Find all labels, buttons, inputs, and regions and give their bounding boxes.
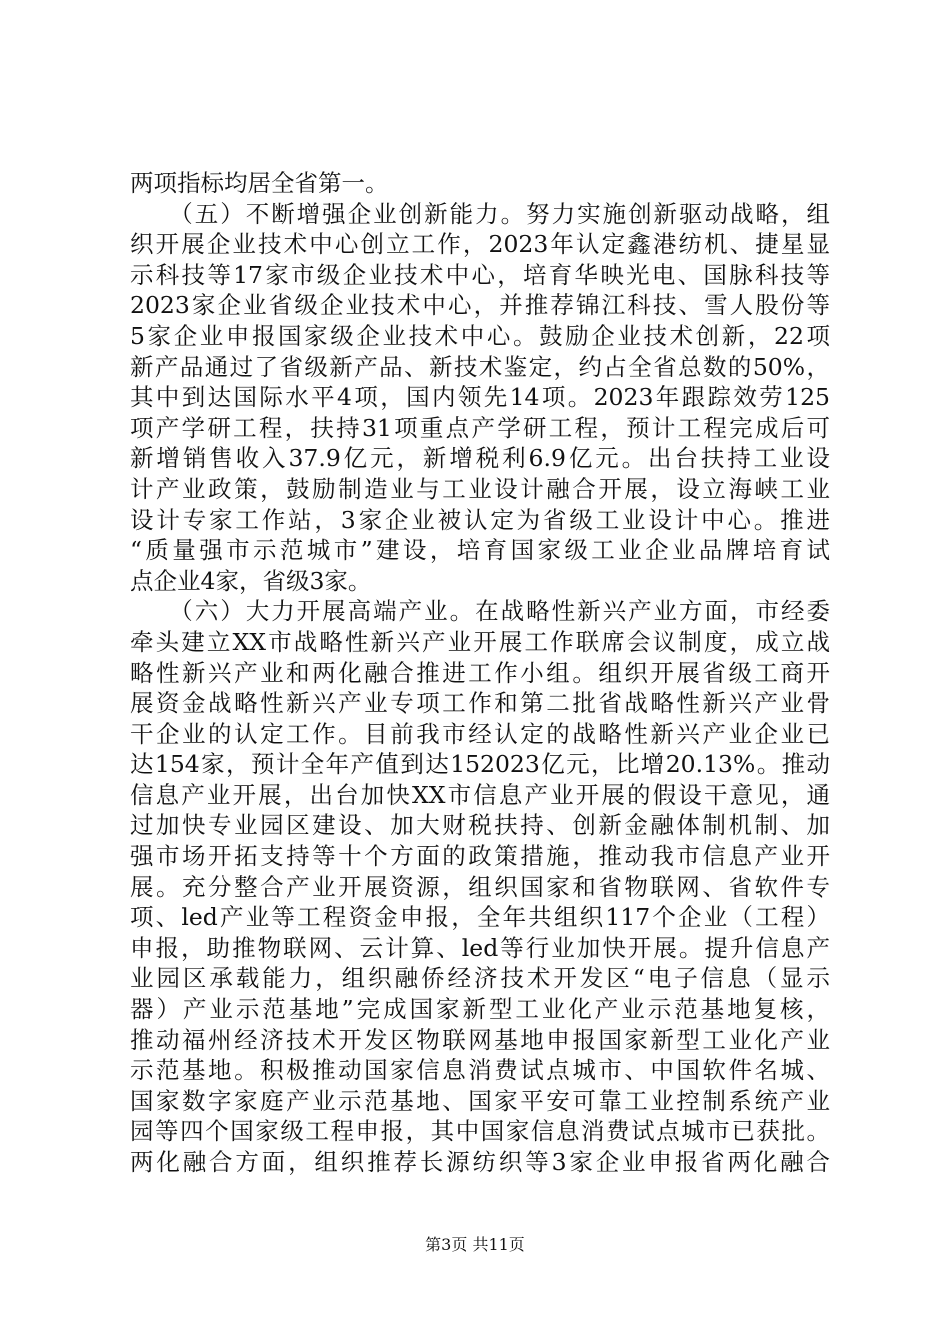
text-line: 牵头建立XX市战略性新兴产业开展工作联席会议制度，成立战 [130,627,830,656]
text-line: 强市场开拓支持等十个方面的政策措施，推动我市信息产业开 [130,842,830,871]
text-line: 两化融合方面，组织推荐长源纺织等3家企业申报省两化融合 [130,1148,830,1176]
text-line: 信息产业开展，出台加快XX市信息产业开展的假设干意见，通 [130,780,830,809]
text-line: 项产学研工程，扶持31项重点产学研工程，预计工程完成后可 [130,413,830,442]
text-line: （六）大力开展高端产业。在战略性新兴产业方面，市经委 [130,597,830,626]
text-line: 过加快专业园区建设、加大财税扶持、创新金融体制机制、加 [130,811,830,840]
text-line: 点企业4家，省级3家。 [130,566,372,595]
text-line: 织开展企业技术中心创立工作，2023年认定鑫港纺机、捷星显 [130,230,830,259]
page-number-indicator: 第3页 共11页 [425,1235,525,1254]
text-line: 示科技等17家市级企业技术中心，培育华映光电、国脉科技等 [130,260,830,289]
page-footer [0,1235,950,1255]
text-line: 展。充分整合产业开展资源，组织国家和省物联网、省软件专 [130,872,830,901]
text-line: （五）不断增强企业创新能力。努力实施创新驱动战略，组 [130,199,830,228]
text-line: 计产业政策，鼓励制造业与工业设计融合开展，设立海峡工业 [130,474,830,503]
text-line: 示范基地。积极推动国家信息消费试点城市、中国软件名城、 [130,1056,830,1085]
text-line: 设计专家工作站，3家企业被认定为省级工业设计中心。推进 [130,505,830,534]
text-line: 展资金战略性新兴产业专项工作和第二批省战略性新兴产业骨 [130,689,830,718]
text-line: “质量强市示范城市”建设，培育国家级工业企业品牌培育试 [130,536,830,565]
text-line: 推动福州经济技术开发区物联网基地申报国家新型工业化产业 [130,1025,830,1054]
text-line: 其中到达国际水平4项，国内领先14项。2023年跟踪效劳125 [130,383,830,412]
text-line: 两项指标均居全省第一。 [130,169,389,197]
text-line: 新增销售收入37.9亿元，新增税利6.9亿元。出台扶持工业设 [130,444,830,473]
text-line: 园等四个国家级工程申报，其中国家信息消费试点城市已获批。 [130,1117,830,1146]
text-line: 干企业的认定工作。目前我市经认定的战略性新兴产业企业已 [130,719,830,748]
text-line: 新产品通过了省级新产品、新技术鉴定，约占全省总数的50%， [130,352,830,381]
text-line: 略性新兴产业和两化融合推进工作小组。组织开展省级工商开 [130,658,830,687]
text-line: 国家数字家庭产业示范基地、国家平安可靠工业控制系统产业 [130,1086,830,1115]
text-line: 5家企业申报国家级企业技术中心。鼓励企业技术创新，22项 [130,321,830,350]
document-body [130,168,830,1178]
text-line: 申报，助推物联网、云计算、led等行业加快开展。提升信息产 [130,933,830,962]
text-line: 2023家企业省级企业技术中心，并推荐锦江科技、雪人股份等 [130,291,830,320]
text-line: 业园区承载能力，组织融侨经济技术开发区“电子信息（显示 [130,964,830,993]
text-line: 项、led产业等工程资金申报，全年共组织117个企业（工程） [130,903,830,932]
text-line: 达154家，预计全年产值到达152023亿元，比增20.13%。推动 [130,750,830,779]
text-line: 器）产业示范基地”完成国家新型工业化产业示范基地复核， [130,995,830,1024]
